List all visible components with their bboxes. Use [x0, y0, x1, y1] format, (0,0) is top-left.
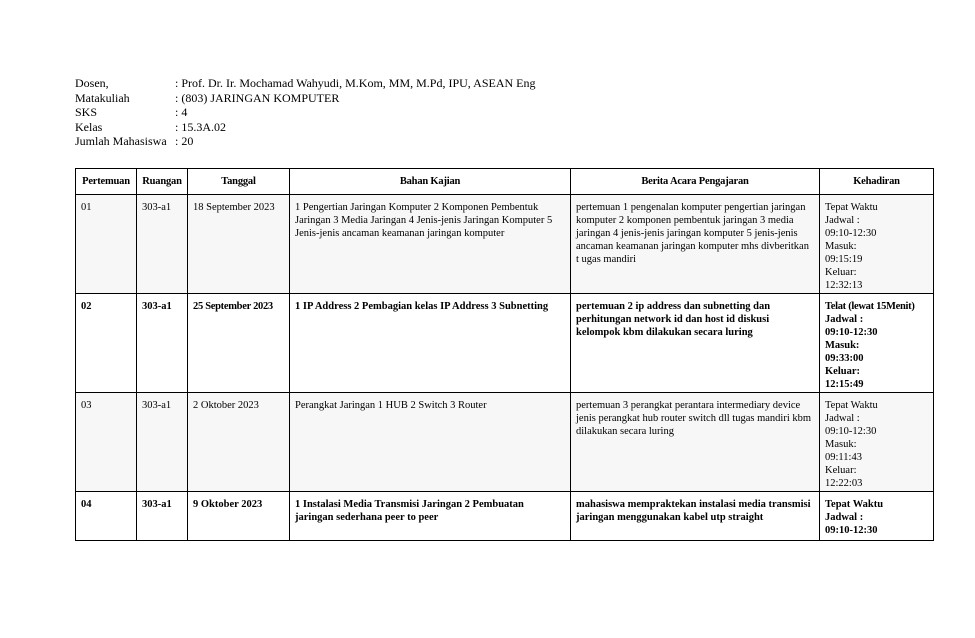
- dosen-label: Dosen,: [75, 76, 109, 90]
- attendance-masuk: 09:15:19: [825, 254, 863, 265]
- attendance-jadwal: 09:10-12:30: [825, 228, 877, 239]
- info-row-sks: [75, 105, 535, 120]
- cell-berita-acara: pertemuan 2 ip address dan subnetting dan perhitungan network id dan host id diskusi kelompok kbm dilakukan secara luring: [571, 294, 820, 393]
- attendance-jadwal-label: Jadwal :: [825, 512, 864, 523]
- cell-ruangan: 303-a1: [137, 294, 188, 393]
- attendance-table: [75, 168, 934, 541]
- cell-kehadiran: [820, 393, 934, 492]
- attendance-status: Telat (lewat 15Menit): [825, 301, 915, 312]
- cell-tanggal: 18 September 2023: [188, 195, 290, 294]
- table-row: [76, 195, 934, 294]
- cell-pertemuan: 03: [76, 393, 137, 492]
- attendance-masuk-label: Masuk:: [825, 340, 860, 351]
- attendance-jadwal-label: Jadwal :: [825, 314, 864, 325]
- cell-ruangan: 303-a1: [137, 393, 188, 492]
- course-info: [75, 76, 535, 149]
- cell-berita-acara: pertemuan 1 pengenalan komputer pengertian jaringan komputer 2 komponen pembentuk jaringan 3 media jaringan 4 jenis-jenis jaringan komputer 5 jenis-jenis ancaman keamanan jaringan komputer mhs divberitkan t ugas mandiri: [571, 195, 820, 294]
- attendance-jadwal: 09:10-12:30: [825, 426, 877, 437]
- cell-bahan-kajian: 1 Instalasi Media Transmisi Jaringan 2 Pembuatan jaringan sederhana peer to peer: [290, 492, 571, 541]
- cell-kehadiran: [820, 294, 934, 393]
- table-row: [76, 492, 934, 541]
- jumlah-value: : 20: [175, 134, 194, 148]
- info-row-dosen: [75, 76, 535, 91]
- attendance-status: Tepat Waktu: [825, 400, 878, 411]
- dosen-value: : Prof. Dr. Ir. Mochamad Wahyudi, M.Kom, MM, M.Pd, IPU, ASEAN Eng: [175, 76, 536, 90]
- sks-label: SKS: [75, 105, 98, 119]
- attendance-status: Tepat Waktu: [825, 499, 884, 510]
- attendance-keluar: 12:15:49: [825, 379, 864, 390]
- attendance-masuk-label: Masuk:: [825, 439, 857, 450]
- cell-kehadiran: [820, 492, 934, 541]
- info-row-jumlah: [75, 134, 535, 149]
- attendance-keluar: 12:22:03: [825, 478, 863, 489]
- cell-tanggal: 25 September 2023: [188, 294, 290, 393]
- col-header-bahan-kajian: Bahan Kajian: [290, 169, 571, 195]
- cell-tanggal: 9 Oktober 2023: [188, 492, 290, 541]
- cell-bahan-kajian: 1 IP Address 2 Pembagian kelas IP Address 3 Subnetting: [290, 294, 571, 393]
- info-row-kelas: [75, 120, 535, 135]
- cell-tanggal: 2 Oktober 2023: [188, 393, 290, 492]
- col-header-pertemuan: Pertemuan: [76, 169, 137, 195]
- col-header-ruangan: Ruangan: [137, 169, 188, 195]
- cell-pertemuan: 04: [76, 492, 137, 541]
- attendance-jadwal-label: Jadwal :: [825, 413, 860, 424]
- attendance-jadwal-label: Jadwal :: [825, 215, 860, 226]
- attendance-masuk: 09:33:00: [825, 353, 864, 364]
- cell-berita-acara: mahasiswa mempraktekan instalasi media transmisi jaringan menggunakan kabel utp straight: [571, 492, 820, 541]
- col-header-berita-acara: Berita Acara Pengajaran: [571, 169, 820, 195]
- cell-bahan-kajian: 1 Pengertian Jaringan Komputer 2 Komponen Pembentuk Jaringan 3 Media Jaringan 4 Jenis-jenis Jaringan Komputer 5 Jenis-jenis ancaman keamanan jaringan komputer: [290, 195, 571, 294]
- table-row: [76, 294, 934, 393]
- table-row: [76, 393, 934, 492]
- sks-value: : 4: [175, 105, 188, 119]
- jumlah-label: Jumlah Mahasiswa: [75, 134, 167, 148]
- cell-pertemuan: 01: [76, 195, 137, 294]
- col-header-kehadiran: Kehadiran: [820, 169, 934, 195]
- matakuliah-value: : (803) JARINGAN KOMPUTER: [175, 90, 340, 105]
- attendance-jadwal: 09:10-12:30: [825, 525, 878, 536]
- table-header-row: [76, 169, 934, 195]
- info-row-matakuliah: [75, 91, 535, 106]
- cell-berita-acara: pertemuan 3 perangkat perantara intermediary device jenis perangkat hub router switch dll tugas mandiri kbm dilakukan secara luring: [571, 393, 820, 492]
- col-header-tanggal: Tanggal: [188, 169, 290, 195]
- kelas-label: Kelas: [75, 119, 103, 134]
- matakuliah-label: Matakuliah: [75, 90, 130, 105]
- attendance-keluar-label: Keluar:: [825, 366, 860, 377]
- attendance-masuk: 09:11:43: [825, 452, 862, 463]
- attendance-jadwal: 09:10-12:30: [825, 327, 878, 338]
- cell-ruangan: 303-a1: [137, 492, 188, 541]
- cell-bahan-kajian: Perangkat Jaringan 1 HUB 2 Switch 3 Router: [290, 393, 571, 492]
- attendance-keluar-label: Keluar:: [825, 267, 857, 278]
- cell-kehadiran: [820, 195, 934, 294]
- attendance-keluar: 12:32:13: [825, 280, 863, 291]
- cell-ruangan: 303-a1: [137, 195, 188, 294]
- cell-pertemuan: 02: [76, 294, 137, 393]
- attendance-status: Tepat Waktu: [825, 202, 878, 213]
- attendance-masuk-label: Masuk:: [825, 241, 857, 252]
- kelas-value: : 15.3A.02: [175, 119, 226, 134]
- attendance-keluar-label: Keluar:: [825, 465, 857, 476]
